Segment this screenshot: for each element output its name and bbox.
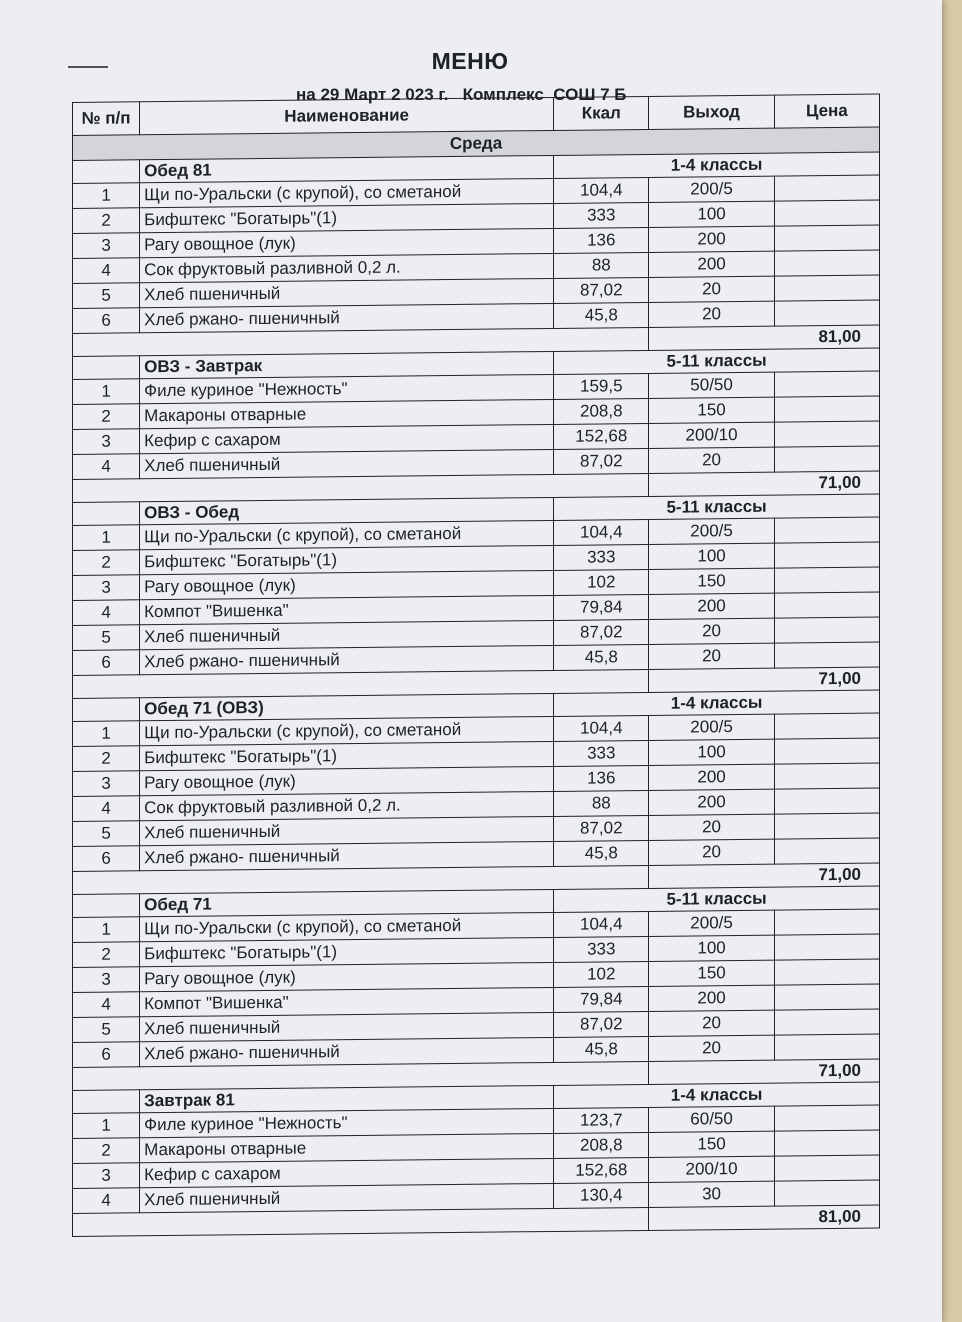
- section-number-cell: [73, 502, 140, 526]
- item-output: 200/10: [649, 422, 774, 448]
- section-group: 1-4 классы: [554, 1082, 880, 1108]
- item-name: Компот "Вишенка": [140, 987, 554, 1016]
- item-number: 2: [73, 550, 140, 576]
- item-kcal: 104,4: [554, 715, 649, 741]
- item-price: [774, 934, 879, 960]
- item-number: 4: [73, 992, 140, 1018]
- section-group: 5-11 классы: [554, 348, 880, 374]
- item-number: 5: [73, 1017, 140, 1043]
- section-total: 71,00: [649, 1059, 880, 1084]
- section-number-cell: [73, 1090, 140, 1114]
- item-number: 1: [73, 721, 140, 747]
- menu-body: [73, 127, 880, 1236]
- item-price: [774, 1155, 879, 1181]
- item-name: Щи по-Уральски (с крупой), со сметаной: [140, 520, 554, 549]
- item-kcal: 87,02: [554, 277, 649, 303]
- item-kcal: 102: [554, 569, 649, 595]
- item-kcal: 87,02: [554, 1011, 649, 1037]
- item-price: [774, 225, 879, 251]
- item-price: [774, 250, 879, 276]
- item-kcal: 104,4: [554, 911, 649, 937]
- item-number: 4: [73, 796, 140, 822]
- item-kcal: 159,5: [554, 373, 649, 399]
- item-output: 60/50: [649, 1106, 774, 1132]
- item-kcal: 130,4: [554, 1182, 649, 1208]
- item-number: 5: [73, 821, 140, 847]
- item-name: Хлеб ржано- пшеничный: [140, 1037, 554, 1066]
- item-output: 150: [649, 960, 774, 986]
- item-name: Макароны отварные: [140, 1133, 554, 1162]
- item-price: [774, 300, 879, 326]
- section-name: Обед 71: [140, 889, 554, 916]
- section-name: ОВЗ - Обед: [140, 497, 554, 524]
- item-name: Кефир с сахаром: [140, 1158, 554, 1187]
- item-kcal: 104,4: [554, 519, 649, 545]
- item-kcal: 152,68: [554, 1157, 649, 1183]
- item-name: Хлеб ржано- пшеничный: [140, 645, 554, 674]
- item-price: [774, 396, 879, 422]
- section-name: Завтрак 81: [140, 1085, 554, 1112]
- date-line: на 29 Март 2 023 г. Комплекс СОШ 7 Б: [296, 85, 627, 104]
- section-number-cell: [73, 894, 140, 918]
- item-kcal: 79,84: [554, 594, 649, 620]
- item-number: 1: [73, 917, 140, 943]
- item-number: 1: [73, 525, 140, 551]
- item-price: [774, 371, 879, 397]
- item-price: [774, 542, 879, 568]
- item-name: Филе куриное "Нежность": [140, 374, 554, 403]
- item-name: Хлеб пшеничный: [140, 449, 554, 478]
- item-price: [774, 1105, 879, 1131]
- item-number: 4: [73, 1188, 140, 1214]
- item-output: 100: [649, 201, 774, 227]
- item-name: Бифштекс "Богатырь"(1): [140, 545, 554, 574]
- item-number: 6: [73, 650, 140, 676]
- item-number: 3: [73, 1163, 140, 1189]
- item-output: 200: [649, 251, 774, 277]
- item-price: [774, 642, 879, 668]
- item-price: [774, 1130, 879, 1156]
- item-number: 1: [73, 379, 140, 405]
- item-kcal: 45,8: [554, 840, 649, 866]
- col-kcal: Ккал: [554, 96, 649, 130]
- item-kcal: 79,84: [554, 986, 649, 1012]
- item-number: 6: [73, 846, 140, 872]
- item-kcal: 333: [554, 544, 649, 570]
- item-kcal: 88: [554, 252, 649, 278]
- item-kcal: 45,8: [554, 644, 649, 670]
- item-name: Рагу овощное (лук): [140, 962, 554, 991]
- item-output: 200: [649, 985, 774, 1011]
- item-number: 2: [73, 942, 140, 968]
- item-kcal: 333: [554, 740, 649, 766]
- item-number: 3: [73, 575, 140, 601]
- section-total: 71,00: [649, 471, 880, 496]
- item-kcal: 208,8: [554, 1132, 649, 1158]
- item-name: Рагу овощное (лук): [140, 228, 554, 257]
- item-name: Хлеб ржано- пшеничный: [140, 303, 554, 332]
- item-output: 100: [649, 543, 774, 569]
- item-output: 100: [649, 739, 774, 765]
- item-output: 20: [649, 301, 774, 327]
- item-number: 2: [73, 746, 140, 772]
- item-name: Рагу овощное (лук): [140, 570, 554, 599]
- section-number-cell: [73, 160, 140, 184]
- item-number: 2: [73, 208, 140, 234]
- col-price: Цена: [774, 94, 879, 128]
- item-price: [774, 617, 879, 643]
- item-number: 3: [73, 967, 140, 993]
- item-kcal: 136: [554, 765, 649, 791]
- item-output: 150: [649, 397, 774, 423]
- item-price: [774, 763, 879, 789]
- item-number: 2: [73, 404, 140, 430]
- item-output: 200: [649, 593, 774, 619]
- total-blank-cell: [73, 1207, 649, 1236]
- item-name: Хлеб пшеничный: [140, 278, 554, 307]
- item-output: 150: [649, 1131, 774, 1157]
- item-name: Хлеб пшеничный: [140, 620, 554, 649]
- item-name: Рагу овощное (лук): [140, 766, 554, 795]
- item-output: 200/5: [649, 714, 774, 740]
- item-number: 5: [73, 283, 140, 309]
- item-name: Сок фруктовый разливной 0,2 л.: [140, 791, 554, 820]
- item-price: [774, 421, 879, 447]
- section-name: ОВЗ - Завтрак: [140, 351, 554, 378]
- item-name: Хлеб пшеничный: [140, 1183, 554, 1212]
- item-number: 6: [73, 308, 140, 334]
- section-total: 71,00: [649, 863, 880, 888]
- item-output: 50/50: [649, 372, 774, 398]
- item-kcal: 45,8: [554, 302, 649, 328]
- item-name: Кефир с сахаром: [140, 424, 554, 453]
- item-output: 20: [649, 643, 774, 669]
- item-price: [774, 446, 879, 472]
- item-number: 6: [73, 1042, 140, 1068]
- item-kcal: 152,68: [554, 423, 649, 449]
- item-price: [774, 1009, 879, 1035]
- item-name: Макароны отварные: [140, 399, 554, 428]
- menu-table: [72, 94, 880, 1237]
- item-output: 20: [649, 814, 774, 840]
- item-kcal: 333: [554, 202, 649, 228]
- item-number: 3: [73, 233, 140, 259]
- item-output: 200: [649, 226, 774, 252]
- section-total: 81,00: [649, 325, 880, 350]
- item-price: [774, 959, 879, 985]
- item-name: Хлеб ржано- пшеничный: [140, 841, 554, 870]
- section-name: Обед 81: [140, 155, 554, 182]
- section-name: Обед 71 (ОВЗ): [140, 693, 554, 720]
- item-kcal: 87,02: [554, 619, 649, 645]
- item-price: [774, 1180, 879, 1206]
- item-name: Щи по-Уральски (с крупой), со сметаной: [140, 716, 554, 745]
- item-number: 4: [73, 258, 140, 284]
- section-total: 71,00: [649, 667, 880, 692]
- item-number: 2: [73, 1138, 140, 1164]
- item-price: [774, 517, 879, 543]
- item-name: Бифштекс "Богатырь"(1): [140, 741, 554, 770]
- item-output: 20: [649, 618, 774, 644]
- item-number: 3: [73, 429, 140, 455]
- item-output: 150: [649, 568, 774, 594]
- item-number: 5: [73, 625, 140, 651]
- item-output: 20: [649, 1035, 774, 1061]
- item-price: [774, 788, 879, 814]
- item-kcal: 88: [554, 790, 649, 816]
- item-output: 200/5: [649, 176, 774, 202]
- item-price: [774, 200, 879, 226]
- item-number: 3: [73, 771, 140, 797]
- item-kcal: 102: [554, 961, 649, 987]
- item-kcal: 136: [554, 227, 649, 253]
- item-output: 200: [649, 789, 774, 815]
- section-total: 81,00: [649, 1205, 880, 1230]
- item-output: 20: [649, 276, 774, 302]
- section-group: 5-11 классы: [554, 494, 880, 520]
- page-title: МЕНЮ: [431, 48, 509, 74]
- col-name: Наименование: [140, 97, 554, 134]
- item-kcal: 104,4: [554, 177, 649, 203]
- item-kcal: 45,8: [554, 1036, 649, 1062]
- item-output: 200/5: [649, 910, 774, 936]
- item-name: Бифштекс "Богатырь"(1): [140, 937, 554, 966]
- item-number: 4: [73, 600, 140, 626]
- section-group: 1-4 классы: [554, 690, 880, 716]
- section-group: 1-4 классы: [554, 152, 880, 178]
- item-name: Филе куриное "Нежность": [140, 1108, 554, 1137]
- item-price: [774, 738, 879, 764]
- item-output: 20: [649, 447, 774, 473]
- item-name: Хлеб пшеничный: [140, 816, 554, 845]
- item-price: [774, 984, 879, 1010]
- col-number: № п/п: [73, 102, 140, 136]
- item-price: [774, 175, 879, 201]
- item-price: [774, 1034, 879, 1060]
- item-number: 4: [73, 454, 140, 480]
- item-name: Компот "Вишенка": [140, 595, 554, 624]
- item-kcal: 87,02: [554, 448, 649, 474]
- item-output: 100: [649, 935, 774, 961]
- section-number-cell: [73, 356, 140, 380]
- item-price: [774, 713, 879, 739]
- item-output: 30: [649, 1181, 774, 1207]
- item-price: [774, 813, 879, 839]
- item-name: Хлеб пшеничный: [140, 1012, 554, 1041]
- col-output: Выход: [649, 95, 774, 129]
- item-number: 1: [73, 183, 140, 209]
- item-output: 200/5: [649, 518, 774, 544]
- item-output: 20: [649, 1010, 774, 1036]
- item-kcal: 208,8: [554, 398, 649, 424]
- item-price: [774, 275, 879, 301]
- item-kcal: 87,02: [554, 815, 649, 841]
- item-name: Сок фруктовый разливной 0,2 л.: [140, 253, 554, 282]
- item-number: 1: [73, 1113, 140, 1139]
- item-name: Щи по-Уральски (с крупой), со сметаной: [140, 912, 554, 941]
- item-price: [774, 592, 879, 618]
- item-kcal: 123,7: [554, 1107, 649, 1133]
- item-output: 200: [649, 764, 774, 790]
- section-group: 5-11 классы: [554, 886, 880, 912]
- item-price: [774, 838, 879, 864]
- item-name: Бифштекс "Богатырь"(1): [140, 203, 554, 232]
- item-kcal: 333: [554, 936, 649, 962]
- item-output: 20: [649, 839, 774, 865]
- section-number-cell: [73, 698, 140, 722]
- day-label: Среда: [73, 127, 880, 160]
- item-price: [774, 567, 879, 593]
- item-output: 200/10: [649, 1156, 774, 1182]
- item-price: [774, 909, 879, 935]
- item-name: Щи по-Уральски (с крупой), со сметаной: [140, 178, 554, 207]
